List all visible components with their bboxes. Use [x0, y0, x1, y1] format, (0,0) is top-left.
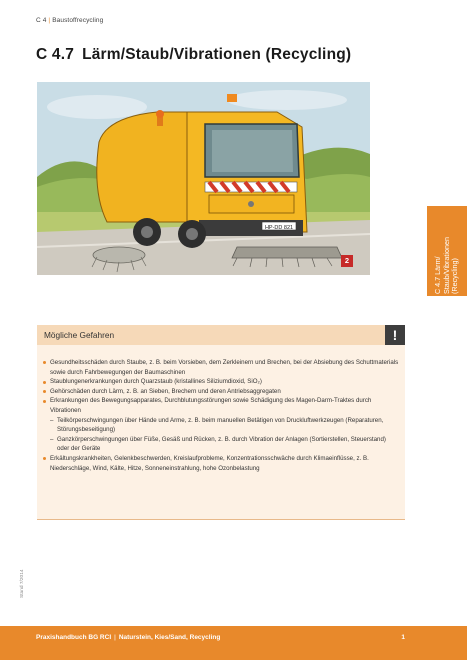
hazards-title: Mögliche Gefahren — [44, 330, 115, 340]
footer-topic: Naturstein, Kies/Sand, Recycling — [118, 634, 221, 641]
street-sweeper-drawing — [37, 82, 370, 275]
hazard-sub-item — [50, 416, 399, 435]
hazard-sub-text: Ganzkörperschwingungen über Füße, Gesäß und Rücken, z. B. durch Vibration der Anlagen (Sortierstellen, Steuerstand) oder der Geräte — [57, 435, 386, 453]
chapter-header — [36, 17, 103, 24]
hazard-item: Gehörschäden durch Lärm, z. B. an Sieben, Brechern und deren Antriebsaggregaten — [43, 387, 399, 397]
license-plate: HP-DD 821 — [264, 225, 294, 231]
hazard-item-vibration — [43, 396, 399, 454]
footer-separator: | — [114, 634, 116, 641]
dash-marker: – — [50, 435, 54, 443]
footer-text — [36, 634, 220, 641]
chapter-section: Baustoffrecycling — [52, 17, 104, 24]
side-tab-line: C 4.7 Lärm/ — [433, 256, 443, 294]
dash-marker: – — [50, 416, 54, 424]
hazards-list — [43, 358, 399, 473]
page-title — [36, 46, 351, 64]
stand-date: Stand 7/2014 — [20, 569, 25, 598]
hazard-sub-item — [50, 435, 399, 454]
page-number: 1 — [401, 634, 405, 641]
hazards-box — [37, 325, 405, 520]
street-sweeper-illustration — [37, 82, 370, 275]
hazard-item: Gesundheitsschäden durch Staube, z. B. beim Vorsieben, dem Zerkleinern und Brechen, bei der Absiebung des Schuttmaterials sowie durch Fahrbewegungen der Baumaschinen — [43, 358, 399, 377]
hazard-sub-text: Teilkörperschwingungen über Hände und Arme, z. B. beim manuellen Betätigen von Druckluftwerkzeugen (Reparaturen, Störungsbeseitigung) — [57, 416, 384, 434]
header-separator: | — [48, 17, 51, 24]
side-tab-label — [434, 208, 460, 294]
figure-badge: 2 — [341, 255, 353, 267]
hazard-item: Staublungenerkrankungen durch Quarzstaub (kristallines Siliziumdioxid, SiO₂) — [43, 377, 399, 387]
hazard-item-text: Erkrankungen des Bewegungsapparates, Durchblutungsstörungen sowie Schädigung des Magen-Darm-Traktes durch Vibrationen — [50, 397, 372, 414]
title-number: C 4.7 — [36, 46, 75, 63]
footer-book: Praxishandbuch BG RCI — [36, 634, 112, 641]
exclamation-icon: ! — [385, 325, 405, 345]
chapter-number: C 4 — [36, 17, 47, 24]
side-tab-line: Staub/Vibrationen — [441, 236, 451, 294]
hazards-header — [37, 325, 405, 345]
hazard-item: Erkältungskrankheiten, Gelenkbeschwerden, Kreislaufprobleme, Konzentrationsschwäche durch Klimaeinflüsse, z. B. Niederschläge, Wind, Kälte, Hitze, Sonneneinstrahlung, hohe Ozonbelastung — [43, 454, 399, 473]
title-text: Lärm/Staub/Vibrationen (Recycling) — [82, 46, 352, 63]
vibration-sublist — [50, 416, 399, 454]
chapter-side-tab[interactable] — [427, 206, 467, 296]
side-tab-line: (Recycling) — [450, 258, 460, 294]
page-footer — [0, 626, 467, 660]
